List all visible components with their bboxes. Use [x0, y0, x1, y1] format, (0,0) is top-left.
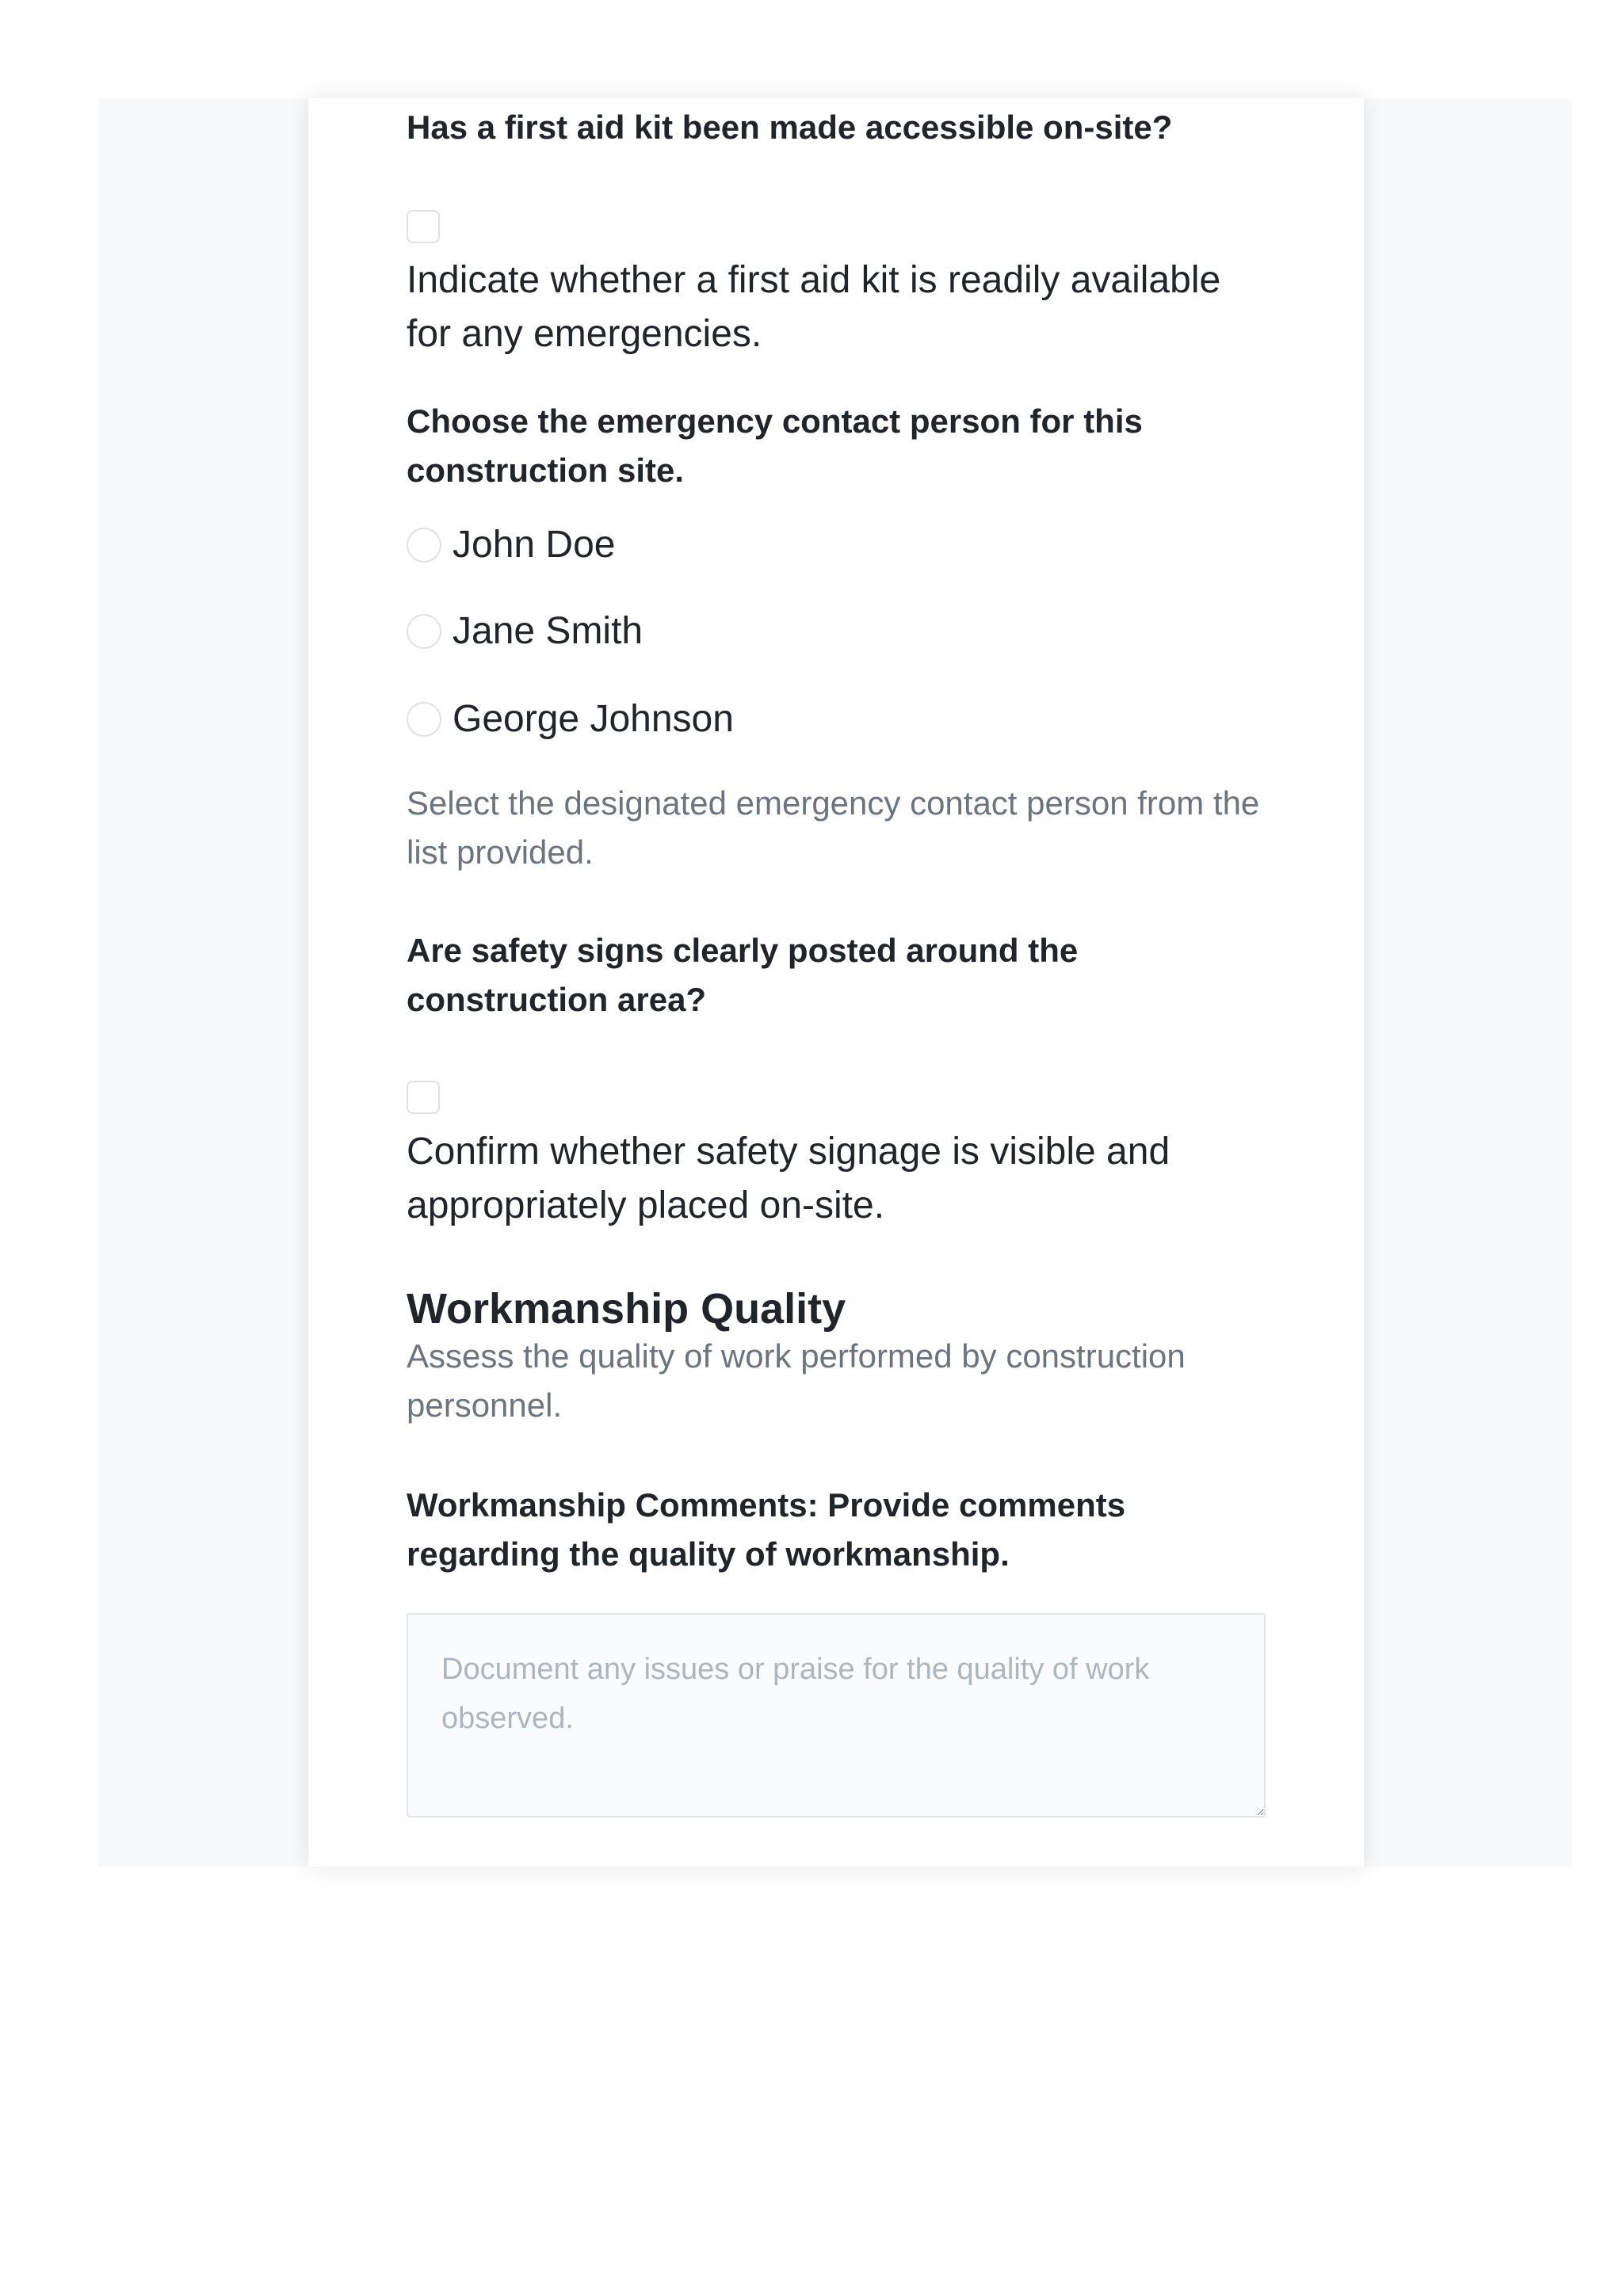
safety-signs-question-label: Are safety signs clearly posted around the construction area? — [407, 932, 1079, 1018]
first-aid-checkbox[interactable] — [407, 210, 440, 243]
first-aid-question-label: Has a first aid kit been made accessible on-site? — [407, 109, 1173, 146]
radio-button[interactable] — [407, 528, 441, 563]
radio-option-label: George Johnson — [453, 698, 734, 740]
form-card — [308, 98, 1364, 1867]
radio-button[interactable] — [407, 702, 441, 737]
workmanship-comments-textarea[interactable] — [407, 1613, 1266, 1817]
emergency-contact-help-text: Select the designated emergency contact person from the list provided. — [407, 784, 1260, 871]
safety-signs-help-text: Confirm whether safety signage is visible and appropriately placed on-site. — [407, 1131, 1170, 1226]
radio-option-label: Jane Smith — [453, 610, 643, 652]
safety-signs-checkbox[interactable] — [407, 1081, 440, 1114]
section-description-workmanship: Assess the quality of work performed by construction personnel. — [407, 1337, 1186, 1424]
section-title-workmanship: Workmanship Quality — [407, 1285, 846, 1333]
radio-option-label: John Doe — [453, 524, 616, 566]
radio-button[interactable] — [407, 614, 441, 649]
radio-option-john-doe[interactable] — [407, 521, 615, 570]
radio-option-george-johnson[interactable] — [407, 695, 734, 744]
first-aid-help-text: Indicate whether a first aid kit is readily available for any emergencies. — [407, 259, 1221, 355]
workmanship-comments-label: Workmanship Comments: Provide comments regarding the quality of workmanship. — [407, 1486, 1126, 1573]
radio-option-jane-smith[interactable] — [407, 607, 643, 656]
emergency-contact-question-label: Choose the emergency contact person for this construction site. — [407, 402, 1143, 489]
